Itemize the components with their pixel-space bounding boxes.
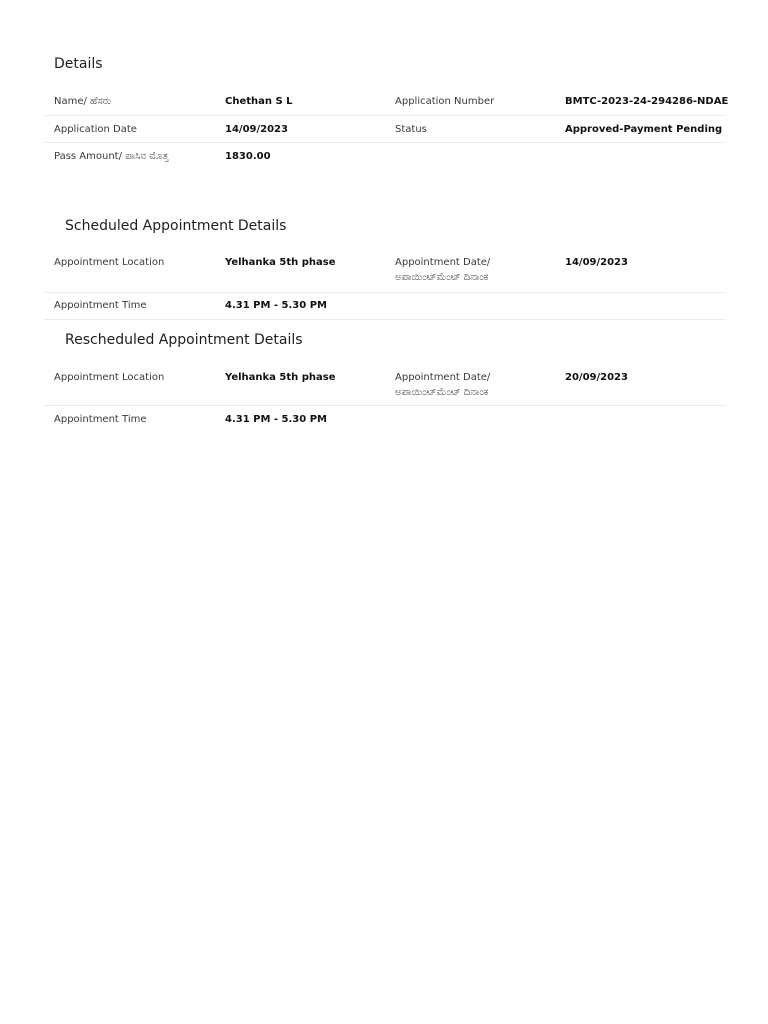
application-date-label: Application Date: [54, 124, 137, 135]
appointment-location-label: Appointment Location: [54, 372, 165, 383]
table-row: [44, 293, 726, 320]
pass-amount-label: Pass Amount/ ಪಾಸಿನ ಮೊತ್ತ: [54, 151, 169, 162]
name-value: Chethan S L: [225, 96, 293, 107]
appointment-date-label: [395, 255, 490, 285]
scheduled-appointment-table: [44, 255, 726, 320]
details-title: Details: [54, 56, 103, 72]
table-row: [44, 143, 726, 169]
status-label: Status: [395, 124, 427, 135]
appointment-time-label: Appointment Time: [54, 300, 147, 311]
appointment-time-value: 4.31 PM - 5.30 PM: [225, 414, 327, 425]
appointment-location-value: Yelhanka 5th phase: [225, 257, 336, 268]
table-row: [44, 116, 726, 143]
table-row: [44, 94, 729, 116]
table-row: [44, 255, 726, 293]
appointment-location-value: Yelhanka 5th phase: [225, 372, 336, 383]
table-row: [44, 406, 726, 432]
application-number-value: BMTC-2023-24-294286-NDAE: [565, 96, 729, 107]
appointment-location-label: Appointment Location: [54, 257, 165, 268]
rescheduled-appointment-title: Rescheduled Appointment Details: [65, 332, 303, 348]
appointment-date-value: 14/09/2023: [565, 257, 628, 268]
application-number-label: Application Number: [395, 96, 495, 107]
table-row: [44, 370, 726, 406]
appointment-date-label-kn: ಅಪಾಯಿಂಟ್‌ಮೆಂಟ್ ದಿನಾಂಕ: [395, 387, 489, 398]
appointment-date-label-en: Appointment Date/: [395, 372, 491, 383]
name-label: Name/ ಹೆಸರು: [54, 96, 112, 107]
scheduled-appointment-title: Scheduled Appointment Details: [65, 218, 287, 234]
pass-amount-value: 1830.00: [225, 151, 271, 162]
appointment-time-value: 4.31 PM - 5.30 PM: [225, 300, 327, 311]
application-date-value: 14/09/2023: [225, 124, 288, 135]
details-table: [44, 94, 729, 169]
appointment-date-label: [395, 370, 490, 400]
appointment-date-label-en: Appointment Date/: [395, 257, 491, 268]
appointment-date-value: 20/09/2023: [565, 372, 628, 383]
rescheduled-appointment-table: [44, 370, 726, 432]
appointment-time-label: Appointment Time: [54, 414, 147, 425]
status-value: Approved-Payment Pending: [565, 124, 723, 135]
appointment-date-label-kn: ಅಪಾಯಿಂಟ್‌ಮೆಂಟ್ ದಿನಾಂಕ: [395, 272, 489, 283]
